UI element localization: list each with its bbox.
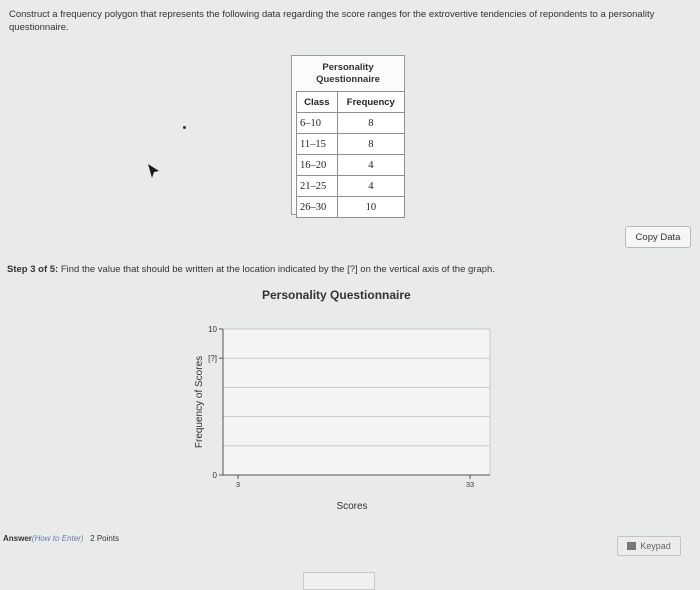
table-cell-class: 21–25 xyxy=(297,176,338,197)
table-cell-class: 26–30 xyxy=(297,197,338,218)
question-prompt: Construct a frequency polygon that represents the following data regarding the score ranges for the extrovertive tendencies of repondents to a personality questionnaire. xyxy=(9,9,655,33)
how-to-enter-link[interactable]: (How to Enter) xyxy=(31,534,84,543)
y-ticks xyxy=(208,325,223,480)
answer-label-row xyxy=(3,534,119,543)
y-tick-label: 0 xyxy=(212,471,217,480)
plot-area xyxy=(223,329,490,475)
x-tick-label: 33 xyxy=(465,480,475,489)
x-ticks xyxy=(236,475,474,489)
keypad-label: Keypad xyxy=(640,541,671,551)
step-prefix: Step 3 of 5: xyxy=(7,264,59,275)
keypad-icon xyxy=(627,542,636,550)
table-cell-class: 11–15 xyxy=(297,134,338,155)
table-header-frequency: Frequency xyxy=(337,92,404,113)
table-row xyxy=(297,176,405,197)
table-title-line1: Personality xyxy=(322,62,374,73)
answer-input[interactable] xyxy=(303,572,375,590)
table-cell-frequency: 10 xyxy=(337,197,404,218)
frequency-table xyxy=(296,91,405,218)
y-tick-label: [?] xyxy=(208,354,217,364)
chart-title: Personality Questionnaire xyxy=(262,288,411,302)
table-header-row xyxy=(297,92,405,113)
points-label: 2 Points xyxy=(90,534,120,543)
table-cell-class: 6–10 xyxy=(297,113,338,134)
table-cell-frequency: 8 xyxy=(337,134,404,155)
x-axis-label: Scores xyxy=(336,501,368,512)
x-tick-label: 3 xyxy=(235,480,241,489)
table-row xyxy=(297,134,405,155)
table-cell-class: 16–20 xyxy=(297,155,338,176)
table-row xyxy=(297,113,405,134)
table-row xyxy=(297,155,405,176)
table-row xyxy=(297,197,405,218)
y-tick-label: 10 xyxy=(208,325,217,334)
table-title xyxy=(292,62,404,86)
mouse-cursor-icon xyxy=(146,163,160,179)
frequency-polygon-chart xyxy=(160,318,520,518)
keypad-button[interactable] xyxy=(617,536,681,556)
frequency-table-panel xyxy=(291,55,405,215)
answer-label: Answer xyxy=(3,534,32,543)
table-cell-frequency: 4 xyxy=(337,155,404,176)
stray-dot xyxy=(183,126,186,129)
step-instruction xyxy=(7,264,495,275)
step-text: Find the value that should be written at the location indicated by the [?] on the vertical axis of the graph. xyxy=(60,264,495,275)
table-title-line2: Questionnaire xyxy=(316,74,380,85)
y-axis-label: Frequency of Scores xyxy=(194,355,205,449)
copy-data-button[interactable]: Copy Data xyxy=(625,226,691,248)
table-cell-frequency: 8 xyxy=(337,113,404,134)
table-header-class: Class xyxy=(297,92,338,113)
table-cell-frequency: 4 xyxy=(337,176,404,197)
